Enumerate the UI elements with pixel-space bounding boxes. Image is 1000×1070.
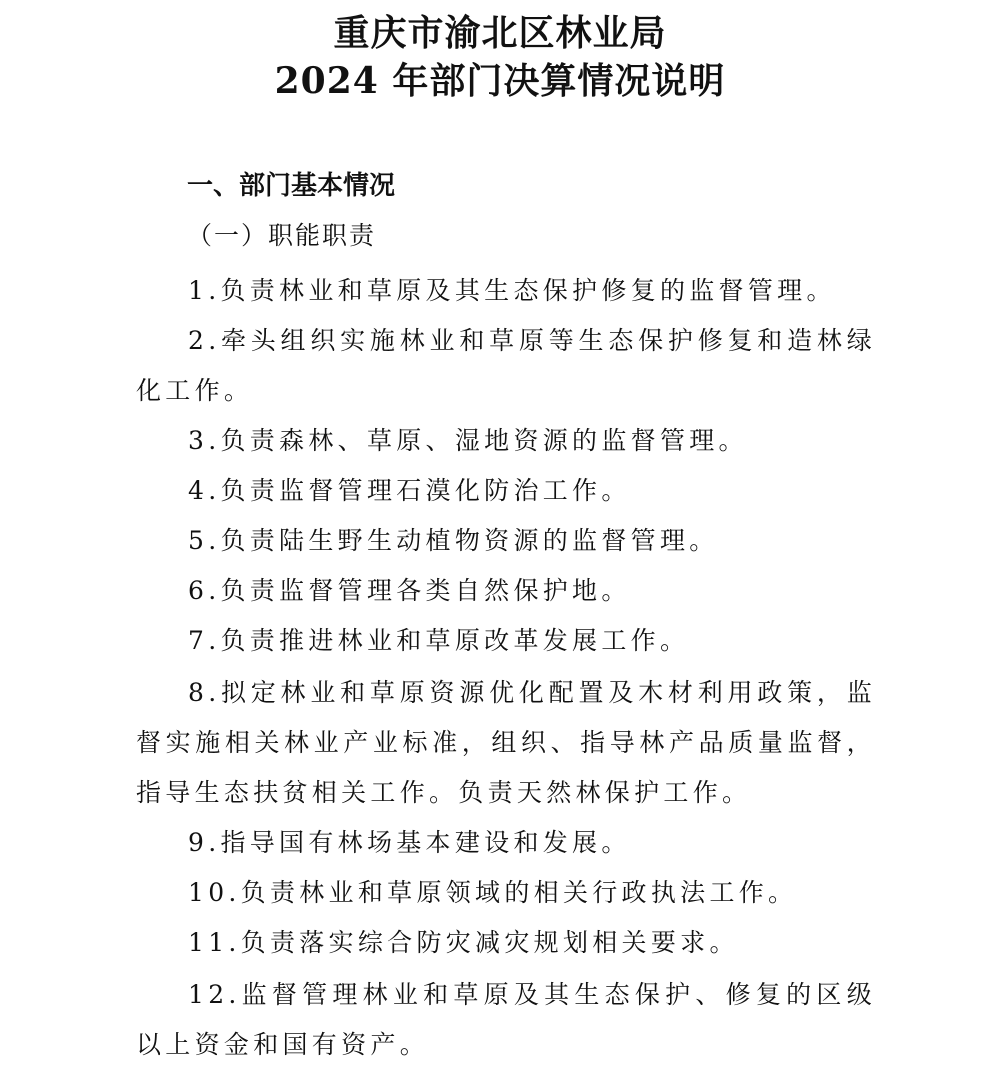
duty-paragraph-12: 12.监督管理林业和草原及其生态保护、修复的区级以上资金和国有资产。 (136, 980, 876, 1059)
document-title-line-2: 2024 年部门决算情况说明 (274, 60, 726, 102)
duty-paragraph-3: 3.负责森林、草原、湿地资源的监督管理。 (188, 426, 748, 455)
section-heading: 一、部门基本情况 (187, 171, 396, 201)
document-title-line-1: 重庆市渝北区林业局 (333, 12, 667, 54)
duty-paragraph-11: 11.负责落实综合防灾减灾规划相关要求。 (188, 928, 739, 957)
duty-paragraph-4: 4.负责监督管理石漠化防治工作。 (188, 476, 631, 505)
duty-paragraph-6: 6.负责监督管理各类自然保护地。 (188, 576, 631, 605)
duty-paragraph-8: 8.拟定林业和草原资源优化配置及木材利用政策，监督实施相关林业产业标准，组织、指导林产品质量监督，指导生态扶贫相关工作。负责天然林保护工作。 (136, 678, 876, 807)
duty-paragraph-9: 9.指导国有林场基本建设和发展。 (188, 828, 631, 857)
duty-paragraph-2: 2.牵头组织实施林业和草原等生态保护修复和造林绿化工作。 (136, 326, 876, 405)
duty-paragraph-10: 10.负责林业和草原领域的相关行政执法工作。 (188, 878, 798, 907)
duty-paragraph-7: 7.负责推进林业和草原改革发展工作。 (188, 626, 690, 655)
duty-paragraph-1: 1.负责林业和草原及其生态保护修复的监督管理。 (188, 276, 836, 305)
duty-paragraph-5: 5.负责陆生野生动植物资源的监督管理。 (188, 526, 719, 555)
subsection-heading: （一）职能职责 (187, 221, 377, 250)
